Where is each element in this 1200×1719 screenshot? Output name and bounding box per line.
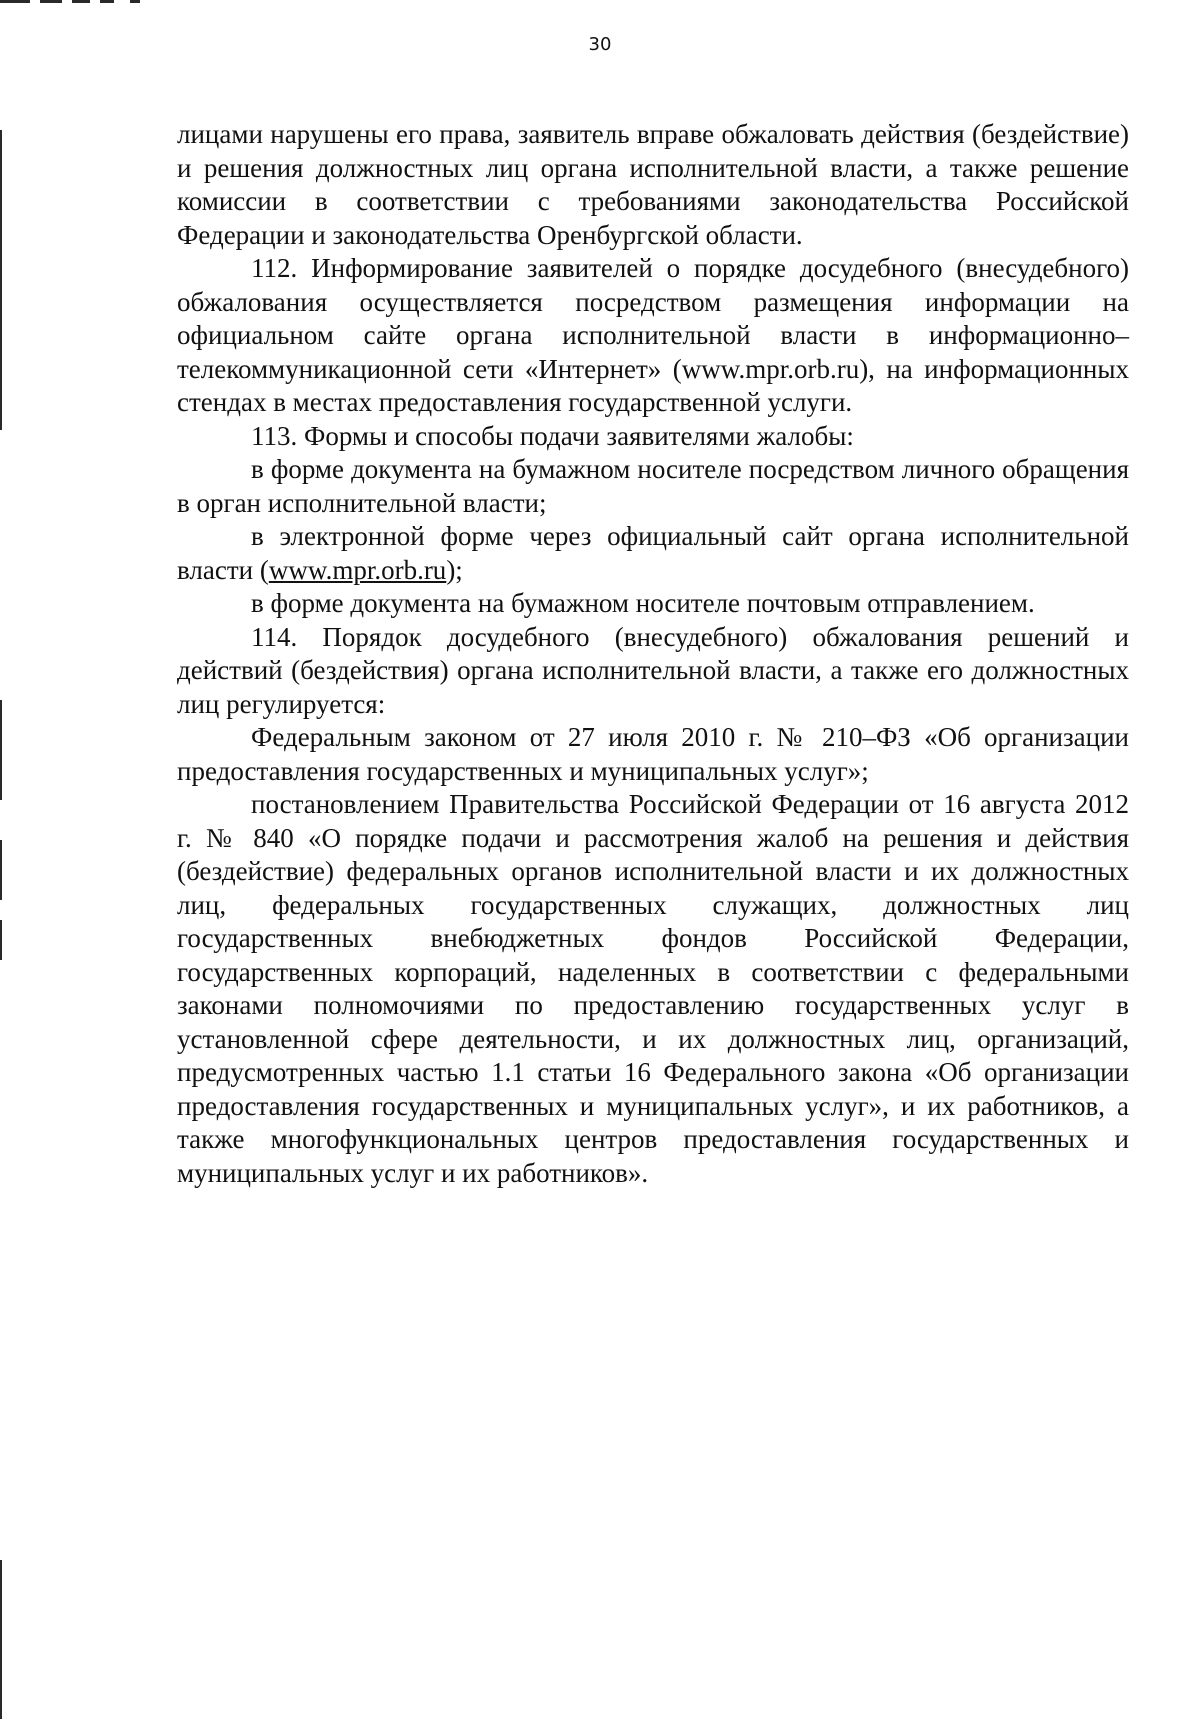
paragraph-114-government-resolution: постановлением Правительства Российской Федерации от 16 августа 2012 г. № 840 «О порядке подачи и рассмотрения жалоб на решения и действия (бездействие) федеральных органов исполнительной власти и их должностных лиц, федеральных государственных служащих, должностных лиц государственных внебюджетных фондов Российской Федерации, государственных корпораций, наделенных в соответствии с федеральными законами полномочиями по предоставлению государственных услуг в установленной сфере деятельности, и их должностных лиц, организаций, предусмотренных частью 1.1 статьи 16 Федерального закона «Об организации предоставления государственных и муниципальных услуг», и их работников, а также многофункциональных центров предоставления государственных и муниципальных услуг и их работников». [177, 789, 1129, 1188]
scan-artifact-top-3 [72, 0, 90, 3]
paragraph-113: 113. Формы и способы подачи заявителями жалобы: [251, 420, 854, 451]
scan-artifact-edge-1 [0, 130, 2, 430]
website-link[interactable]: www.mpr.orb.ru [268, 554, 447, 585]
scan-artifact-top-4 [100, 0, 114, 3]
page-number: 30 [588, 34, 612, 55]
scan-artifact-top-5 [130, 0, 140, 3]
paragraph-112: 112. Информирование заявителей о порядке досудебного (внесудебного) обжалования осуществляется посредством размещения информации на официальном сайте органа исполнительной власти в информационно–телекоммуникационной сети «Интернет» (www.mpr.orb.ru), на информационных стендах в местах предоставления государственной услуги. [177, 253, 1129, 417]
paragraph-113-electronic-end: ); [446, 554, 463, 585]
paragraph-114: 114. Порядок досудебного (внесудебного) обжалования решений и действий (бездействия) органа исполнительной власти, а также его должностных лиц регулируется: [177, 621, 1129, 719]
paragraph-113-mail: в форме документа на бумажном носителе почтовым отправлением. [251, 588, 1035, 618]
scan-artifact-edge-3 [0, 840, 2, 900]
paragraph-113-electronic-text: в электронной форме через официальный сайт органа исполнительной власти ( [177, 521, 1129, 585]
document-body [177, 118, 1129, 1190]
paragraph-113-paper: в форме документа на бумажном носителе посредством личного обращения в орган исполнительной власти; [177, 454, 1129, 518]
scan-artifact-top-2 [40, 0, 62, 3]
paragraph-intro: лицами нарушены его права, заявитель вправе обжаловать действия (бездействие) и решения должностных лиц органа исполнительной власти, а также решение комиссии в соответствии с требованиями законодательства Российской Федерации и законодательства Оренбургской области. [177, 119, 1129, 250]
scan-artifact-edge-2 [0, 700, 2, 800]
scan-artifact-edge-4 [0, 920, 2, 960]
scan-artifact-edge-5 [0, 1560, 2, 1719]
scan-artifact-top-1 [0, 0, 30, 3]
paragraph-114-federal-law: Федеральным законом от 27 июля 2010 г. № 210–ФЗ «Об организации предоставления государственных и муниципальных услуг»; [177, 722, 1129, 786]
paragraph-113-electronic [177, 520, 1129, 587]
